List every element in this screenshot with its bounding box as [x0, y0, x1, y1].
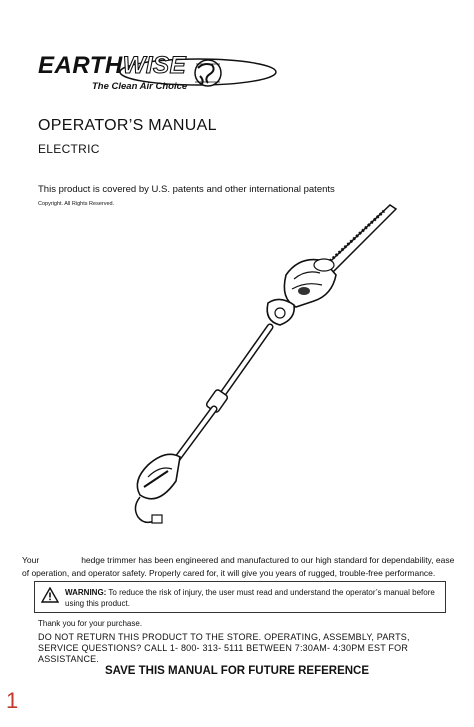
store-notice: DO NOT RETURN THIS PRODUCT TO THE STORE. OPERATING, ASSEMBLY, PARTS, SERVICE QUESTIONS? CALL 1- 800- 313- 5111 BETWEEN 7:30AM- 4:30PM EST FOR ASSISTANCE.	[38, 632, 410, 664]
brand-name	[38, 52, 186, 80]
warning-message	[65, 588, 445, 609]
intro-word: Your	[22, 555, 40, 565]
pivot-joint	[267, 299, 294, 325]
motor-head	[284, 259, 336, 307]
manual-subtitle: ELECTRIC	[38, 142, 100, 156]
brand-name-part1: EARTH	[38, 52, 123, 79]
power-cord	[135, 497, 154, 522]
warning-text: To reduce the risk of injury, the user must read and understand the operator’s manual before using this product.	[65, 588, 435, 608]
intro-text: hedge trimmer has been engineered and manufactured to our high standard for dependability, ease of operation, and operator safety. Properly cared for, it will give you years of rugged, trouble-free performance.	[22, 555, 455, 578]
warning-label: WARNING:	[65, 588, 107, 597]
warning-triangle-icon	[41, 587, 59, 603]
page-number: 1	[6, 688, 19, 713]
thanks-message: Thank you for your purchase.	[38, 619, 143, 628]
patent-notice: This product is covered by U.S. patents and other international patents	[38, 184, 335, 195]
hedge-trimmer-illustration	[118, 195, 408, 535]
brand-name-part2: WISE	[122, 52, 187, 79]
brand-logo	[38, 52, 278, 98]
rear-handle	[137, 454, 180, 498]
save-notice: SAVE THIS MANUAL FOR FUTURE REFERENCE	[104, 665, 370, 677]
cord-plug	[152, 515, 162, 523]
warning-box	[34, 581, 446, 613]
intro-paragraph	[22, 554, 458, 579]
brand-tagline: The Clean Air Choice	[92, 81, 188, 92]
manual-title: OPERATOR’S MANUAL	[38, 117, 217, 134]
copyright-notice: Copyright. All Rights Reserved.	[38, 201, 115, 207]
